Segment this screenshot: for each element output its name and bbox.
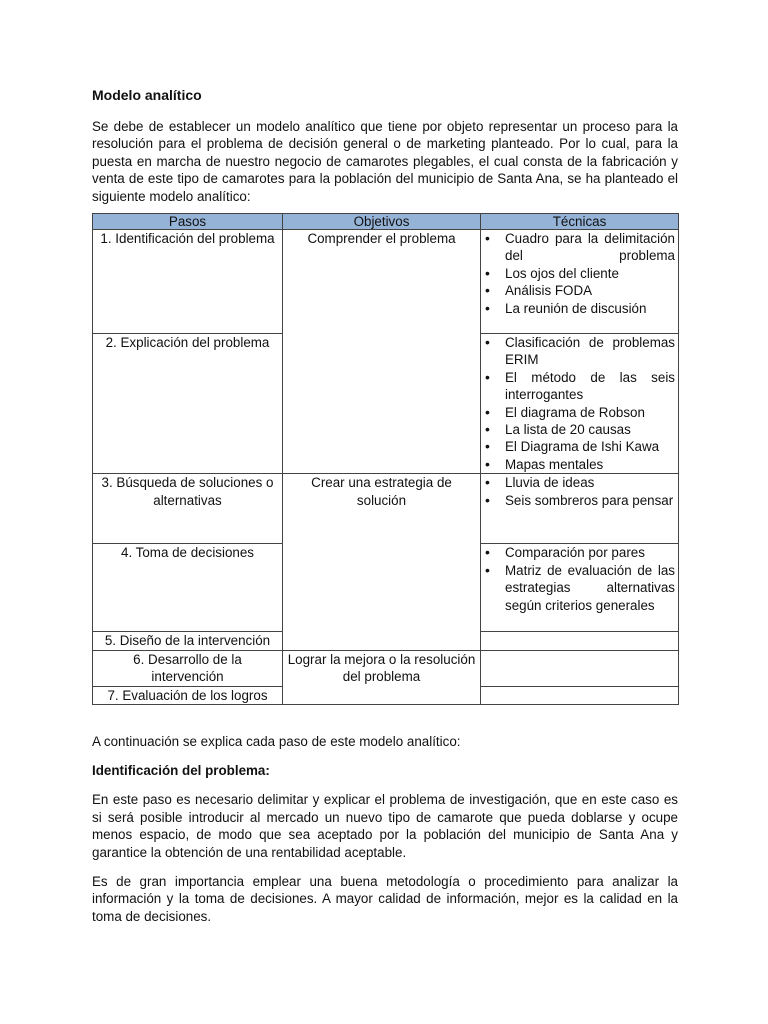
list-item: • Análisis FODA xyxy=(483,282,675,299)
transition-paragraph: A continuación se explica cada paso de este modelo analítico: xyxy=(92,733,461,749)
body-paragraph-1: En este paso es necesario delimitar y explicar el problema de investigación, que en este caso es si será posible introducir al mercado un nuevo tipo de camarote que pueda doblarse y ocupe menos espacio, de modo que sea aceptado por la población del municipio de Santa Ana y garantice la obtención de una rentabilidad aceptable. xyxy=(92,792,678,860)
table-row xyxy=(93,474,679,544)
techniques-6-empty xyxy=(481,650,679,686)
document-page xyxy=(92,86,678,937)
step-1: 1. Identificación del problema xyxy=(93,230,283,334)
list-item: • El método de las seis interrogantes xyxy=(483,369,675,404)
list-item: • La reunión de discusión xyxy=(483,300,675,317)
subheading: Identificación del problema: xyxy=(92,763,270,779)
techniques-7-empty xyxy=(481,686,679,704)
section-title: Modelo analítico xyxy=(92,87,202,103)
header-pasos: Pasos xyxy=(93,214,283,230)
step-2: 2. Explicación del problema xyxy=(93,334,283,474)
step-4: 4. Toma de decisiones xyxy=(93,544,283,632)
list-item: • Mapas mentales xyxy=(483,456,675,473)
intro-paragraph: Se debe de establecer un modelo analítico que tiene por objeto representar un proceso para la resolución para el problema de decisión general o de marketing planteado. Por lo cual, para la puesta en marcha de nuestro negocio de camarotes plegables, el cual consta de la fabricación y venta de este tipo de camarotes para la población del municipio de Santa Ana, se ha planteado el siguiente modelo analítico: xyxy=(92,119,678,204)
list-item: • El diagrama de Robson xyxy=(483,404,675,421)
list-item: • La lista de 20 causas xyxy=(483,421,675,438)
list-item: • Matriz de evaluación de las estrategias alternativas según criterios generales xyxy=(483,562,675,614)
step-7: 7. Evaluación de los logros xyxy=(93,686,283,704)
objective-1: Comprender el problema xyxy=(283,230,481,474)
list-item: • Los ojos del cliente xyxy=(483,265,675,282)
objective-3: Lograr la mejora o la resolución del problema xyxy=(283,650,481,704)
list-item: • Lluvia de ideas xyxy=(483,474,675,491)
techniques-5-empty xyxy=(481,632,679,650)
step-3: 3. Búsqueda de soluciones o alternativas xyxy=(93,474,283,544)
techniques-1 xyxy=(481,230,679,334)
list-item: • Seis sombreros para pensar xyxy=(483,492,675,509)
body-paragraph-2: Es de gran importancia emplear una buena metodología o procedimiento para analizar la información y la toma de decisiones. A mayor calidad de información, mejor es la calidad en la toma de decisiones. xyxy=(92,873,678,924)
techniques-2 xyxy=(481,334,679,474)
techniques-3 xyxy=(481,474,679,544)
step-5: 5. Diseño de la intervención xyxy=(93,632,283,650)
list-item: • Clasificación de problemas ERIM xyxy=(483,334,675,369)
list-item: • El Diagrama de Ishi Kawa xyxy=(483,438,675,455)
techniques-4 xyxy=(481,544,679,632)
table-header-row xyxy=(93,214,679,230)
step-6: 6. Desarrollo de la intervención xyxy=(93,650,283,686)
list-item: • Cuadro para la delimitación del problema xyxy=(483,230,675,265)
table-row xyxy=(93,650,679,686)
header-tecnicas: Técnicas xyxy=(481,214,679,230)
objective-2: Crear una estrategia de solución xyxy=(283,474,481,650)
analytic-model-table xyxy=(92,213,679,705)
table-row xyxy=(93,230,679,334)
list-item: • Comparación por pares xyxy=(483,544,675,561)
header-objetivos: Objetivos xyxy=(283,214,481,230)
